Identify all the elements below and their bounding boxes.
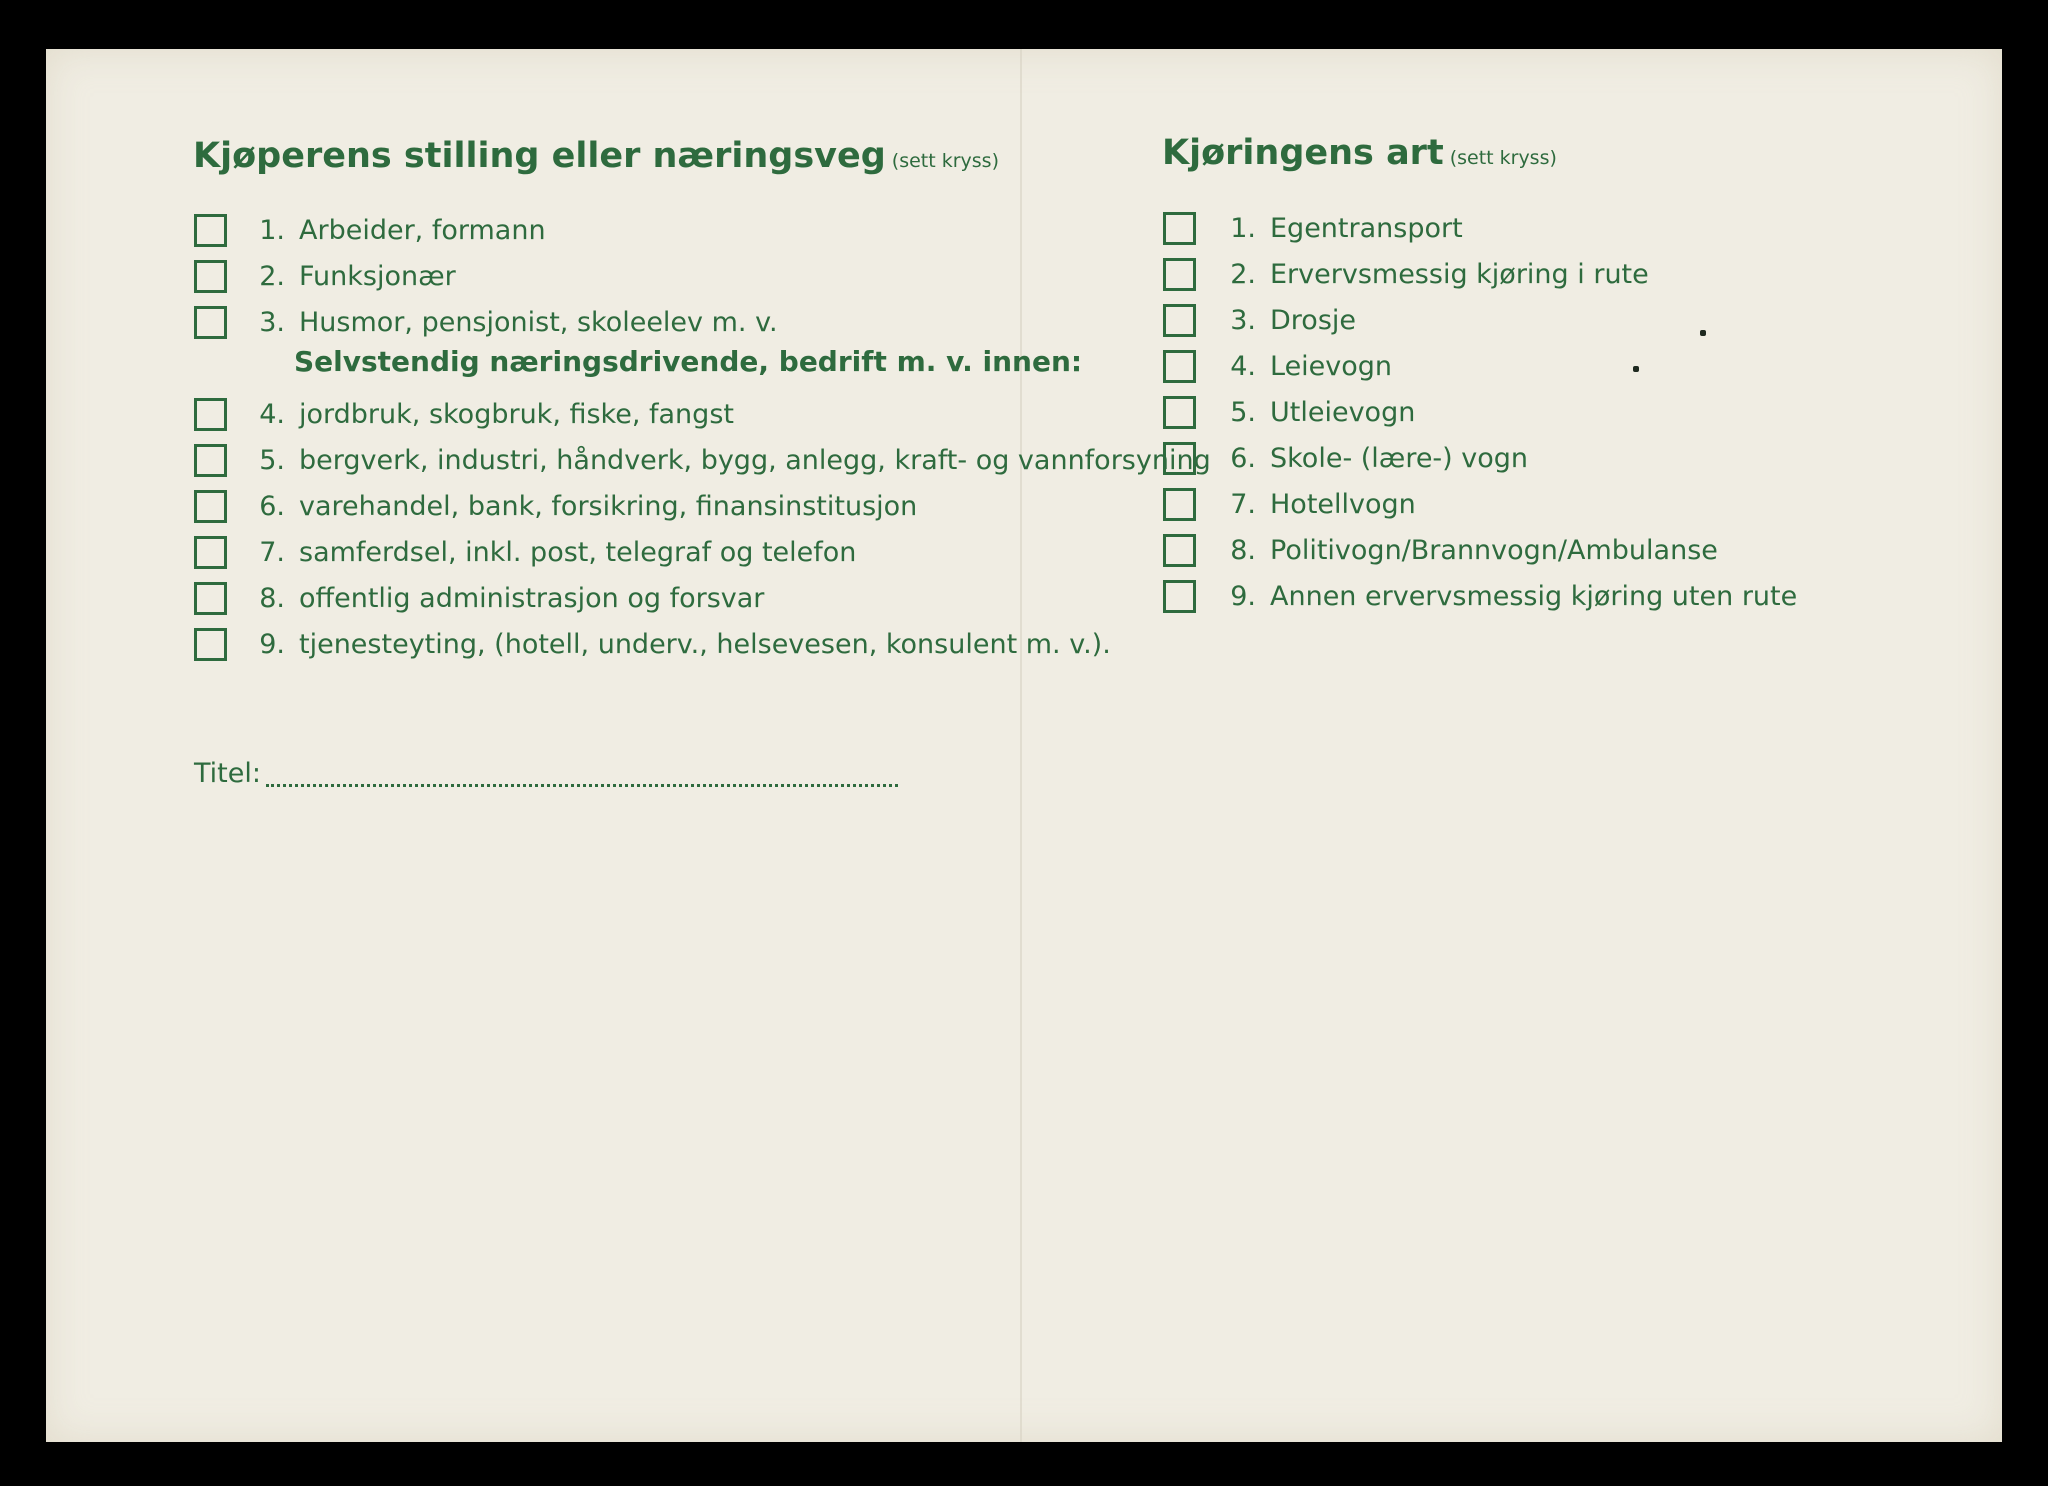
checkbox-right-6[interactable] [1163, 442, 1196, 475]
left-item-8-label: offentlig administrasjon og forsvar [299, 582, 765, 614]
left-item-3-label: Husmor, pensjonist, skoleelev m. v. [299, 306, 778, 338]
checkbox-left-6[interactable] [194, 490, 227, 523]
right-item-1 [1163, 208, 1463, 248]
left-item-7 [194, 532, 856, 572]
right-item-7-num: 7. [1230, 488, 1256, 520]
checkbox-right-3[interactable] [1163, 304, 1196, 337]
left-item-3-num: 3. [259, 306, 285, 338]
checkbox-right-9[interactable] [1163, 580, 1196, 613]
left-item-7-label: samferdsel, inkl. post, telegraf og telefon [299, 536, 857, 568]
left-item-2-label: Funksjonær [299, 260, 456, 292]
left-item-9 [194, 624, 1111, 664]
left-item-5 [194, 440, 1211, 480]
checkbox-right-4[interactable] [1163, 350, 1196, 383]
right-heading [1162, 133, 1557, 173]
left-item-6-num: 6. [259, 490, 285, 522]
fold-line [1020, 49, 1022, 1442]
left-item-1-label: Arbeider, formann [299, 214, 546, 246]
left-item-2 [194, 256, 456, 296]
left-heading [193, 136, 999, 176]
ink-speck [1700, 330, 1706, 336]
left-item-1-num: 1. [259, 214, 285, 246]
right-item-6 [1163, 438, 1528, 478]
checkbox-left-5[interactable] [194, 444, 227, 477]
right-item-8-label: Politivogn/Brannvogn/Ambulanse [1270, 534, 1718, 566]
left-item-4-num: 4. [259, 398, 285, 430]
checkbox-right-7[interactable] [1163, 488, 1196, 521]
right-item-2 [1163, 254, 1649, 294]
left-item-6 [194, 486, 917, 526]
right-item-5-label: Utleievogn [1270, 396, 1416, 428]
left-item-9-label: tjenesteyting, (hotell, underv., helsevesen, konsulent m. v.). [299, 628, 1111, 660]
checkbox-left-1[interactable] [194, 214, 227, 247]
right-heading-note: (sett kryss) [1449, 147, 1557, 169]
checkbox-left-7[interactable] [194, 536, 227, 569]
right-item-8-num: 8. [1230, 534, 1256, 566]
right-item-9-num: 9. [1230, 580, 1256, 612]
left-item-8 [194, 578, 764, 618]
right-item-3-num: 3. [1230, 304, 1256, 336]
checkbox-left-9[interactable] [194, 628, 227, 661]
checkbox-right-5[interactable] [1163, 396, 1196, 429]
right-item-8 [1163, 530, 1718, 570]
left-heading-note: (sett kryss) [891, 150, 999, 172]
left-item-2-num: 2. [259, 260, 285, 292]
right-item-5 [1163, 392, 1415, 432]
right-item-6-label: Skole- (lære-) vogn [1270, 442, 1529, 474]
titel-input-line[interactable] [266, 784, 898, 787]
ink-speck [1633, 366, 1639, 372]
right-heading-title: Kjøringens art [1162, 133, 1444, 173]
left-item-7-num: 7. [259, 536, 285, 568]
right-item-2-num: 2. [1230, 258, 1256, 290]
right-item-6-num: 6. [1230, 442, 1256, 474]
checkbox-right-1[interactable] [1163, 212, 1196, 245]
titel-label: Titel: [194, 758, 261, 789]
right-item-4-num: 4. [1230, 350, 1256, 382]
checkbox-left-2[interactable] [194, 260, 227, 293]
left-heading-title: Kjøperens stilling eller næringsveg [193, 136, 886, 176]
left-subheading: Selvstendig næringsdrivende, bedrift m. v. innen: [294, 345, 1083, 378]
right-item-9 [1163, 576, 1797, 616]
left-item-8-num: 8. [259, 582, 285, 614]
right-item-1-num: 1. [1230, 212, 1256, 244]
left-item-5-label: bergverk, industri, håndverk, bygg, anlegg, kraft- og vannforsyning [299, 444, 1211, 476]
right-item-7 [1163, 484, 1416, 524]
left-item-4-label: jordbruk, skogbruk, fiske, fangst [299, 398, 734, 430]
checkbox-right-8[interactable] [1163, 534, 1196, 567]
right-item-1-label: Egentransport [1270, 212, 1463, 244]
right-item-4 [1163, 346, 1392, 386]
left-item-5-num: 5. [259, 444, 285, 476]
checkbox-left-4[interactable] [194, 398, 227, 431]
left-item-3 [194, 302, 778, 342]
right-item-3 [1163, 300, 1356, 340]
left-item-4 [194, 394, 734, 434]
right-item-2-label: Ervervsmessig kjøring i rute [1270, 258, 1649, 290]
checkbox-left-3[interactable] [194, 306, 227, 339]
right-item-5-num: 5. [1230, 396, 1256, 428]
right-item-4-label: Leievogn [1270, 350, 1393, 382]
right-item-7-label: Hotellvogn [1270, 488, 1416, 520]
right-item-9-label: Annen ervervsmessig kjøring uten rute [1270, 580, 1798, 612]
left-item-1 [194, 210, 546, 250]
checkbox-right-2[interactable] [1163, 258, 1196, 291]
left-item-6-label: varehandel, bank, forsikring, finansinstitusjon [299, 490, 918, 522]
checkbox-left-8[interactable] [194, 582, 227, 615]
right-item-3-label: Drosje [1270, 304, 1356, 336]
left-item-9-num: 9. [259, 628, 285, 660]
